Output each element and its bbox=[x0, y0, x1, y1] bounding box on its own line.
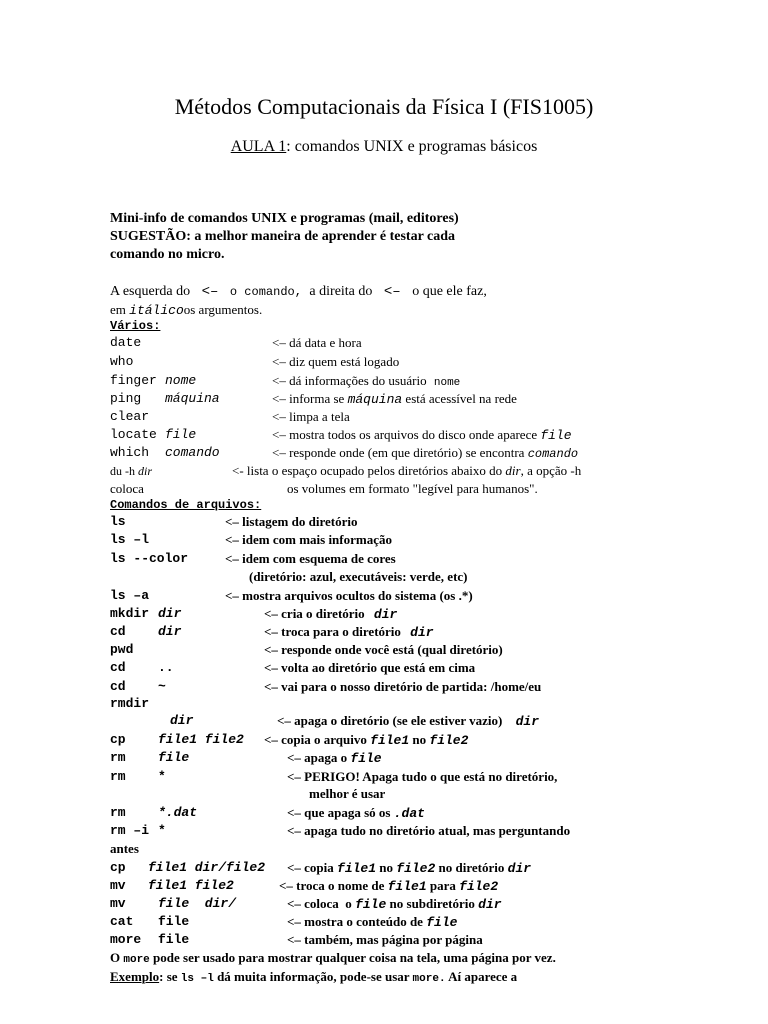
footer-text: O bbox=[110, 950, 121, 965]
desc-locate bbox=[272, 427, 572, 444]
footer-line-2 bbox=[110, 969, 517, 987]
arg-ping: máquina bbox=[165, 391, 220, 406]
du-line2-a: coloca bbox=[110, 481, 144, 496]
cmd-cat: cat bbox=[110, 914, 134, 929]
cmd-rm-dat: rm bbox=[110, 805, 126, 820]
desc-mono: dir bbox=[515, 714, 539, 729]
legend-line-2 bbox=[110, 302, 262, 319]
arg-cat: file bbox=[158, 914, 190, 929]
legend-arrow: <– bbox=[383, 284, 401, 300]
desc-text: no subdiretório bbox=[389, 896, 475, 911]
cmd-du bbox=[110, 463, 152, 479]
cmd-rm-all: rm bbox=[110, 769, 126, 784]
intro-line-1: Mini-info de comandos UNIX e programas (mail, editores) bbox=[110, 211, 459, 226]
desc-ls-a: <– mostra arquivos ocultos do sistema (os .*) bbox=[225, 588, 473, 603]
desc-text: <– troca para o diretório bbox=[264, 624, 401, 639]
desc-mono: comando bbox=[527, 447, 579, 461]
du-line2-b: os volumes em formato "legível para humanos". bbox=[287, 481, 538, 496]
desc-text: <– copia bbox=[287, 860, 334, 875]
desc-ls-color: <– idem com esquema de cores bbox=[225, 551, 396, 566]
desc-mono: dir bbox=[373, 607, 398, 622]
desc-mono: file bbox=[350, 751, 382, 766]
desc-text: <– cria o diretório bbox=[264, 606, 365, 621]
footer-text: Aí aparece a bbox=[448, 969, 518, 984]
desc-ls-color-2: (diretório: azul, executáveis: verde, etc) bbox=[249, 569, 468, 584]
arg-cp2: file1 dir/file2 bbox=[148, 860, 266, 875]
legend-text: os argumentos. bbox=[183, 302, 263, 317]
desc-pwd: <– responde onde você está (qual diretório) bbox=[264, 642, 503, 657]
arg-finger: nome bbox=[165, 373, 197, 388]
cmd-ls: ls bbox=[110, 514, 126, 529]
legend-italic: itálico bbox=[129, 303, 184, 318]
desc-text: , a opção -h bbox=[520, 463, 582, 478]
subtitle-aula: AULA 1 bbox=[230, 138, 287, 155]
desc-text: <– mostra o conteúdo de bbox=[287, 914, 423, 929]
desc-text: no bbox=[379, 860, 394, 875]
section-arquivos: Comandos de arquivos: bbox=[110, 498, 262, 512]
desc-mono: dir bbox=[478, 897, 502, 912]
desc-text: <– apaga o bbox=[287, 750, 348, 765]
cmd-rm-file: rm bbox=[110, 750, 126, 765]
arg-cd-dir: dir bbox=[158, 624, 182, 639]
footer-line-1 bbox=[110, 950, 556, 968]
legend-text: o comando, bbox=[229, 285, 302, 299]
legend-text: em bbox=[110, 302, 126, 317]
desc-more: <– também, mas página por página bbox=[287, 932, 483, 947]
cmd-cp2: cp bbox=[110, 860, 126, 875]
desc-text: <– mostra todos os arquivos do disco onde aparece bbox=[272, 427, 538, 442]
cmd-finger: finger bbox=[110, 373, 157, 388]
desc-text: <– apaga o diretório (se ele estiver vazio) bbox=[277, 713, 503, 728]
legend-text: o que ele faz, bbox=[412, 284, 487, 299]
desc-rm-dat bbox=[287, 805, 425, 822]
cmd-date: date bbox=[110, 335, 142, 350]
arg-rm-dat: *.dat bbox=[158, 805, 198, 820]
arg-which: comando bbox=[165, 445, 220, 460]
footer-mono: more. bbox=[412, 973, 446, 985]
legend-text: A esquerda do bbox=[110, 284, 191, 299]
desc-cd-dir bbox=[264, 624, 434, 641]
arg-rm-i: * bbox=[158, 823, 166, 838]
arg-mv1: file1 file2 bbox=[148, 878, 234, 893]
cmd-clear: clear bbox=[110, 409, 150, 424]
arg-locate: file bbox=[165, 427, 197, 442]
desc-text: <– que apaga só os bbox=[287, 805, 391, 820]
section-varios: Vários: bbox=[110, 319, 161, 333]
desc-finger bbox=[272, 373, 460, 391]
cmd-ls-l: ls –l bbox=[110, 532, 150, 547]
desc-cd-up: <– volta ao diretório que está em cima bbox=[264, 660, 476, 675]
cmd-mv2: mv bbox=[110, 896, 126, 911]
cmd-more: more bbox=[110, 932, 142, 947]
desc-mono: .dat bbox=[393, 806, 425, 821]
desc-mv1 bbox=[279, 878, 498, 895]
desc-mono: file2 bbox=[459, 879, 499, 894]
arg-mv2: file dir/ bbox=[158, 896, 237, 911]
arg-cd-up: .. bbox=[158, 660, 174, 675]
cmd-ping: ping bbox=[110, 391, 142, 406]
desc-mono: máquina bbox=[347, 392, 403, 407]
arg-rm-all: * bbox=[158, 769, 166, 784]
desc-text: <– informa se bbox=[272, 391, 345, 406]
desc-mono: nome bbox=[433, 377, 461, 389]
footer-mono: ls –l bbox=[180, 973, 214, 985]
desc-ls: <– listagem do diretório bbox=[225, 514, 358, 529]
desc-mono: file1 bbox=[387, 879, 427, 894]
desc-mono: dir bbox=[507, 861, 532, 876]
cmd-cd-home: cd bbox=[110, 679, 126, 694]
desc-cd-home: <– vai para o nosso diretório de partida: /home/eu bbox=[264, 679, 542, 694]
desc-text: <– responde onde (em que diretório) se encontra bbox=[272, 445, 525, 460]
desc-text: <– dá informações do usuário bbox=[272, 373, 427, 388]
desc-text: está acessível na rede bbox=[405, 391, 517, 406]
desc-cp2 bbox=[287, 860, 531, 877]
footer-mono: more bbox=[123, 954, 150, 966]
desc-text: no diretório bbox=[438, 860, 505, 875]
legend-line-1 bbox=[110, 284, 487, 300]
cmd-who: who bbox=[110, 354, 134, 369]
cmd-rmdir: rmdir bbox=[110, 696, 150, 711]
desc-who: <– diz quem está logado bbox=[272, 354, 400, 369]
arg-rm-file: file bbox=[158, 750, 190, 765]
desc-mono: dir bbox=[410, 625, 434, 640]
desc-text: para bbox=[429, 878, 456, 893]
desc-ping bbox=[272, 391, 517, 408]
cmd-rm-i: rm –i bbox=[110, 823, 150, 838]
desc-text: <- lista o espaço ocupado pelos diretórios abaixo do bbox=[232, 463, 503, 478]
desc-mono: file bbox=[540, 428, 572, 443]
desc-mono: file2 bbox=[396, 861, 436, 876]
legend-arrow: <– bbox=[201, 284, 219, 300]
cmd-cd-dir: cd bbox=[110, 624, 126, 639]
du-cmd: du -h bbox=[110, 464, 135, 478]
intro-line-3: comando no micro. bbox=[110, 247, 225, 262]
desc-mono: file2 bbox=[429, 733, 469, 748]
arg-more: file bbox=[158, 932, 190, 947]
desc-rm-file bbox=[287, 750, 382, 767]
desc-text: <– copia o arquivo bbox=[264, 732, 367, 747]
footer-text: : se bbox=[159, 969, 178, 984]
desc-mono: file1 bbox=[337, 861, 377, 876]
desc-rm-all: <– PERIGO! Apaga tudo o que está no diretório, bbox=[287, 769, 558, 784]
arg-cp: file1 file2 bbox=[158, 732, 244, 747]
intro-line-2: SUGESTÃO: a melhor maneira de aprender é testar cada bbox=[110, 229, 456, 244]
desc-ls-l: <– idem com mais informação bbox=[225, 532, 392, 547]
arg-mkdir: dir bbox=[158, 606, 182, 621]
desc-mono: file1 bbox=[370, 733, 410, 748]
desc-rm-i: <– apaga tudo no diretório atual, mas perguntando bbox=[287, 823, 571, 838]
cmd-cd-up: cd bbox=[110, 660, 126, 675]
arg-rmdir: dir bbox=[170, 713, 194, 728]
cmd-locate: locate bbox=[110, 427, 157, 442]
cmd-which: which bbox=[110, 445, 150, 460]
desc-rmdir bbox=[277, 713, 539, 730]
desc-date: <– dá data e hora bbox=[272, 335, 362, 350]
desc-cat bbox=[287, 914, 457, 931]
desc-rm-all-2: melhor é usar bbox=[309, 786, 386, 801]
legend-text: a direita do bbox=[309, 284, 373, 299]
desc-mono: file bbox=[355, 897, 387, 912]
desc-mv2 bbox=[287, 896, 502, 913]
cmd-mkdir: mkdir bbox=[110, 606, 150, 621]
cmd-pwd: pwd bbox=[110, 642, 134, 657]
desc-text: <– troca o nome de bbox=[279, 878, 385, 893]
desc-dir: dir bbox=[505, 463, 521, 478]
desc-text: no bbox=[412, 732, 427, 747]
du-arg: dir bbox=[138, 464, 153, 478]
desc-du bbox=[232, 463, 581, 479]
footer-exemplo: Exemplo bbox=[110, 969, 160, 984]
desc-which bbox=[272, 445, 578, 462]
page-subtitle bbox=[0, 137, 768, 157]
desc-text: <– coloca o bbox=[287, 896, 352, 911]
desc-mkdir bbox=[264, 606, 397, 623]
cmd-ls-a: ls –a bbox=[110, 588, 150, 603]
page-title: Métodos Computacionais da Física I (FIS1005) bbox=[174, 94, 594, 119]
footer-text: dá muita informação, pode-se usar bbox=[217, 969, 410, 984]
footer-text: pode ser usado para mostrar qualquer coisa na tela, uma página por vez. bbox=[153, 950, 556, 965]
subtitle-rest: : comandos UNIX e programas básicos bbox=[286, 138, 538, 155]
desc-rm-i-2: antes bbox=[110, 841, 139, 856]
desc-mono: file bbox=[426, 915, 458, 930]
desc-cp bbox=[264, 732, 468, 749]
cmd-ls-color: ls --color bbox=[110, 551, 189, 566]
cmd-cp: cp bbox=[110, 732, 126, 747]
cmd-mv1: mv bbox=[110, 878, 126, 893]
desc-clear: <– limpa a tela bbox=[272, 409, 350, 424]
arg-cd-home: ~ bbox=[158, 679, 166, 694]
